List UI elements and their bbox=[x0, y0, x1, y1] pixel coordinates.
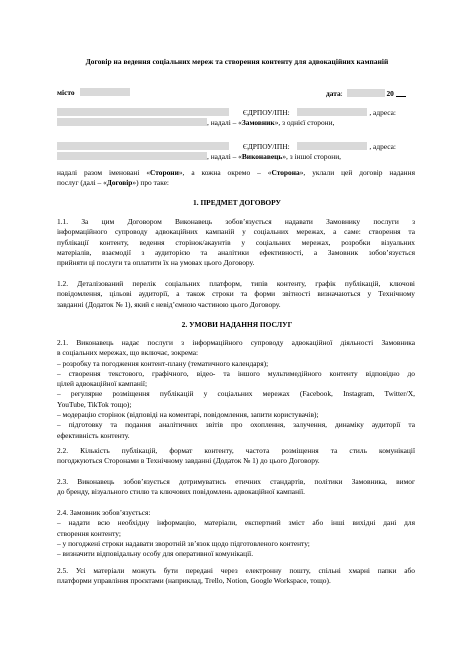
city-line bbox=[57, 88, 130, 98]
executor-name-field[interactable] bbox=[57, 142, 229, 150]
executor-edrpou-label: ЄДРПОУ/ІПН: bbox=[242, 142, 290, 151]
paragraph-line: інформаційного супроводу адвокаційних кампаній у соціальних мережах, а саме: створення та bbox=[57, 227, 415, 237]
paragraph-line: завданні (Додаток № 1), який є невід’ємною частиною цього Договору. bbox=[57, 299, 281, 309]
executor-address-label: , адреса: bbox=[369, 142, 396, 151]
section-2-heading: 2. УМОВИ НАДАННЯ ПОСЛУГ bbox=[181, 320, 293, 329]
customer-address-label: , адреса: bbox=[369, 108, 396, 117]
year-field[interactable] bbox=[396, 88, 406, 97]
customer-role-suffix: », з однієї сторони, bbox=[274, 118, 335, 127]
executor-address-field[interactable] bbox=[57, 152, 207, 160]
executor-edrpou-field[interactable] bbox=[297, 142, 367, 150]
paragraph-line: до бренду, візуального стилю та ключових повідомлень адвокаційної кампанії. bbox=[57, 487, 305, 497]
executor-role: Виконавець bbox=[241, 152, 283, 161]
paragraph-line: 1.2. Деталізований перелік соціальних платформ, типів контенту, графік публікацій, ключові bbox=[57, 279, 415, 288]
city-field[interactable] bbox=[80, 88, 130, 96]
paragraph-line: погоджуються Сторонами в Технічному завданні (Додаток № 1) до цього Договору. bbox=[57, 456, 320, 466]
executor-role-prefix: , надалі – « bbox=[207, 152, 242, 161]
customer-role-prefix: , надалі – « bbox=[207, 118, 242, 127]
section-2-4-paragraph bbox=[57, 508, 415, 559]
list-item: – підготовку та подання аналітичних звітів про охоплення, залучення, динаміку аудиторії та bbox=[57, 420, 415, 430]
intro-line-1: надалі разом іменовані «Сторони», а кожна окремо – «Сторона», уклали цей договір надання bbox=[57, 168, 415, 177]
city-label: місто bbox=[57, 88, 75, 97]
customer-edrpou-label: ЄДРПОУ/ІПН: bbox=[242, 108, 290, 117]
customer-line-1 bbox=[57, 108, 396, 118]
section-1-heading: 1. ПРЕДМЕТ ДОГОВОРУ bbox=[193, 198, 281, 207]
date-label: дата bbox=[326, 89, 341, 98]
customer-line-2 bbox=[57, 118, 334, 128]
paragraph-line: платформи управління проєктами (наприклад, Trello, Notion, Google Workspace, тощо). bbox=[57, 576, 331, 586]
customer-edrpou-field[interactable] bbox=[297, 108, 367, 116]
section-2-2-paragraph bbox=[57, 446, 415, 467]
document-title: Договір на ведення соціальних мереж та створення контенту для адвокаційних кампаній bbox=[85, 57, 389, 66]
list-item-continuation: створення контенту; bbox=[57, 528, 121, 538]
date-separator: : bbox=[340, 89, 343, 98]
paragraph-line: прийняти ці послуги та оплатити їх на умовах цього Договору. bbox=[57, 258, 255, 268]
list-item: – розробку та погодження контент-плану (тематичного календаря); bbox=[57, 358, 269, 368]
date-field[interactable] bbox=[347, 89, 385, 97]
list-item: – у погоджені строки надавати зворотній зв’язок щодо підготовленого контенту; bbox=[57, 538, 310, 548]
section-1-2-paragraph bbox=[57, 279, 415, 310]
paragraph-line: матеріалів, взаємодії з аудиторією та аналітики ефективності, а Замовник зобов’язується bbox=[57, 247, 415, 257]
paragraph-line: в соціальних мережах, що включає, зокрема: bbox=[57, 348, 199, 358]
intro-line-2: послуг (далі – «Договір») про таке: bbox=[57, 178, 169, 188]
customer-role: Замовник bbox=[241, 118, 275, 127]
paragraph-line: 2.3. Виконавець зобов’язується дотримуватись етичних стандартів, політики Замовника, вимог bbox=[57, 477, 415, 486]
section-1-1-paragraph bbox=[57, 217, 415, 268]
list-item: – модерацію сторінок (відповіді на коментарі, повідомлення, запити користувачів); bbox=[57, 410, 319, 420]
list-item-continuation: цілей адвокаційної кампанії; bbox=[57, 379, 148, 389]
paragraph-line: 2.4. Замовник зобов’язується: bbox=[57, 508, 151, 517]
executor-role-suffix: », з іншої сторони, bbox=[282, 152, 342, 161]
paragraph-line: 1.1. За цим Договором Виконавець зобов’язується надавати Замовнику послуги з bbox=[57, 217, 415, 226]
paragraph-line: 2.2. Кількість публікацій, формат контенту, частота розміщення та стиль комунікації bbox=[57, 446, 415, 455]
list-item: – регулярне розміщення публікацій у соціальних мережах (Facebook, Instagram, Twitter/X, bbox=[57, 389, 415, 399]
section-2-1-paragraph bbox=[57, 338, 415, 441]
paragraph-line: 2.1. Виконавець надає послуги з інформаційного супроводу адвокаційної діяльності Замовника bbox=[57, 338, 415, 347]
list-item: – визначити відповідальну особу для оперативної комунікації. bbox=[57, 549, 254, 559]
section-2-5-paragraph bbox=[57, 566, 415, 587]
intro-paragraph bbox=[57, 168, 415, 189]
year-prefix: 20 bbox=[386, 89, 394, 98]
section-2-3-paragraph bbox=[57, 477, 415, 498]
customer-address-field[interactable] bbox=[57, 118, 207, 126]
list-item: – створення текстового, графічного, відео- та іншого мультимедійного контенту відповідно до bbox=[57, 368, 415, 378]
list-item-continuation: YouTube, TikTok тощо); bbox=[57, 399, 132, 409]
paragraph-line: повідомлення, цільові аудиторії, а також строки та форми звітності визначаються у Технічному bbox=[57, 289, 415, 299]
customer-name-field[interactable] bbox=[57, 108, 229, 116]
paragraph-line: 2.5. Усі матеріали можуть бути передані через електронну пошту, спільні хмарні папки або bbox=[57, 566, 415, 575]
list-item-continuation: ефективність контенту. bbox=[57, 430, 130, 440]
executor-line-1 bbox=[57, 142, 396, 152]
paragraph-line: публікації контенту, ведення сторінок/акаунтів у соціальних мережах, розробки візуальних bbox=[57, 237, 415, 247]
list-item: – надати всю необхідну інформацію, матеріали, експертний зміст або інші вихідні дані для bbox=[57, 518, 415, 528]
executor-line-2 bbox=[57, 152, 341, 162]
date-line bbox=[326, 88, 406, 99]
